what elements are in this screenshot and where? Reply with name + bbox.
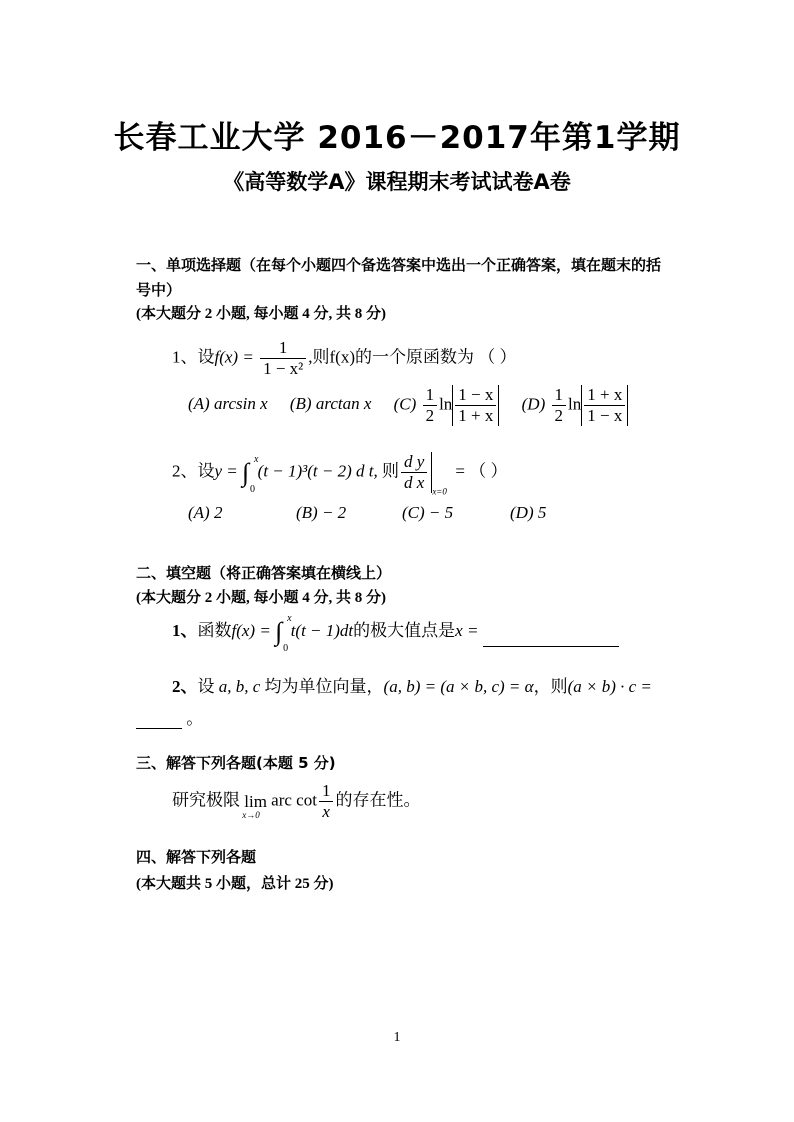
s2-q2-answer-blank[interactable] [136,712,182,729]
s2-q1-rhs: x = [455,621,479,640]
s2-q1-integrand: t(t − 1)dt [290,621,354,640]
s1-q1-option-a: (A) arcsin x [188,394,268,414]
s1-q1-d-coef-den: 2 [554,406,563,425]
s1-q1-options [188,385,646,426]
s2-q2-text1: 设 [197,677,215,696]
s1-q2-upper-limit: x [254,453,259,465]
s1-q1-option-c [394,385,500,426]
s1-q1-d-ln: ln [568,394,582,414]
s1-q2-then: 则 [382,461,400,481]
s1-question1 [172,338,516,379]
s1-q2-deriv-num: d y [401,452,427,473]
s1-q2-integrand: (t − 1)³(t − 2) d t, [257,461,378,481]
s2-q2-expr-text: (a, b) = (a × b, c) = α [383,677,534,696]
s2-q2-end: 。 [186,709,204,728]
s1-q2-deriv-den: d x [404,473,425,492]
s2-q1-integral-sign: ∫ x 0 [275,613,292,655]
s2-q1-lhs: f(x) = [231,621,271,640]
s1-q2-prefix: 设 [197,461,215,481]
s2-question2 [172,672,652,697]
s3-lim [242,791,267,820]
section1-heading: 一、单项选择题（在每个小题四个备选答案中选出一个正确答案，填在题末的括号中） [136,256,662,299]
s2-q2-expr2: (a × b) · c = [567,677,652,696]
s2-q2-num: 2、 [172,677,198,696]
section2-heading: 二、填空题（将正确答案填在横线上） [136,564,392,582]
section1-note: (本大题分 2 小题, 每小题 4 分, 共 8 分) [136,306,386,322]
s3-text1: 研究极限 [172,790,240,810]
s3-frac-num: 1 [319,781,334,802]
exam-subtitle: 《高等数学A》课程期末考试试卷A卷 [223,170,571,194]
s2-q2-expr [384,677,534,697]
s2-question1 [172,613,619,655]
s1-q1-d-frac [584,385,625,426]
s1-q1-num: 1、 [172,347,198,367]
s3-text2: 的存在性。 [335,790,421,810]
s2-q2-text2: 均为单位向量， [264,677,384,696]
s2-q1-lower-limit: 0 [283,643,289,655]
s1-q2-option-b: (B) − 2 [296,503,347,522]
s1-q1-d-den: 1 − x [587,406,623,425]
s1-q1-option-b: (B) arctan x [289,394,372,414]
section3-heading: 三、解答下列各题(本题 5 分) [136,754,336,772]
s1-q2-integral-sign: ∫ x 0 [242,453,259,495]
s1-q2-deriv-frac [401,452,427,493]
s1-q1-option-c-coef [423,385,438,426]
s1-q1-c-den: 1 + x [458,406,494,425]
s3-question [172,781,420,822]
s1-q2-num: 2、 [172,461,198,481]
s2-q2-line2 [136,704,203,729]
s1-q1-c-abs [452,385,499,426]
s1-q2-lower-limit: 0 [250,483,256,495]
s1-q1-d-num: 1 + x [584,385,625,406]
s2-q1-text1: 函数 [197,621,232,640]
s2-q1-text2: 的极大值点是 [353,621,456,640]
section4-heading: 四、解答下列各题 [136,848,257,866]
s1-q1-text: ,则f(x)的一个原函数为 [308,347,474,367]
s1-q1-fraction [260,338,306,379]
exam-title: 长春工业大学 2016－2017年第1学期 [113,120,681,156]
s1-q2-derivative [399,452,432,493]
s3-lim-word: lim [244,791,267,811]
s2-q1-answer-blank[interactable] [483,628,619,647]
s1-q2-lhs: y = [214,461,238,481]
s1-question2 [172,452,507,496]
s2-q2-text3: ，则 [533,677,568,696]
s1-q1-c-ln: ln [439,394,453,414]
section2-note: (本大题分 2 小题, 每小题 4 分, 共 8 分) [136,590,386,606]
s1-q1-option-c-label: (C) [393,394,417,414]
s1-q2-eq: = （ ） [455,461,508,481]
s1-q1-prefix: 设 [197,347,215,367]
s3-func: arc cot [271,790,317,810]
s1-q1-d-abs [581,385,628,426]
s1-q1-frac-den: 1 − x² [263,359,304,378]
s1-q1-c-coef-den: 2 [425,406,435,425]
s2-q1-num: 1、 [172,621,198,640]
s1-q1-c-coef-num: 1 [423,385,438,406]
s3-frac-den: x [322,802,330,821]
s1-q1-option-d [522,385,629,426]
s3-lim-sub: x→0 [242,809,260,820]
page-number: 1 [393,1030,401,1045]
s1-q1-lhs: f(x) = [214,347,254,367]
s1-q1-paren: （ ） [478,347,517,367]
s1-q1-c-frac [455,385,496,426]
s1-q1-option-d-label: (D) [521,394,546,414]
s1-q1-option-d-coef [552,385,567,426]
s1-q2-eval-point: x=0 [432,486,447,497]
s1-q2-option-d: (D) 5 [510,503,547,522]
section4-note: (本大题共 5 小题，总计 25 分) [136,876,334,892]
s1-q1-d-coef-num: 1 [552,385,567,406]
s1-q2-option-a: (A) 2 [188,503,223,522]
s1-q2-option-c: (C) − 5 [402,503,454,522]
s2-q2-vecs: a, b, c [218,677,261,696]
s2-q1-upper-limit: x [287,613,292,625]
s3-fraction [319,781,334,822]
s1-q1-frac-num: 1 [260,338,306,359]
s1-q1-c-num: 1 − x [455,385,496,406]
